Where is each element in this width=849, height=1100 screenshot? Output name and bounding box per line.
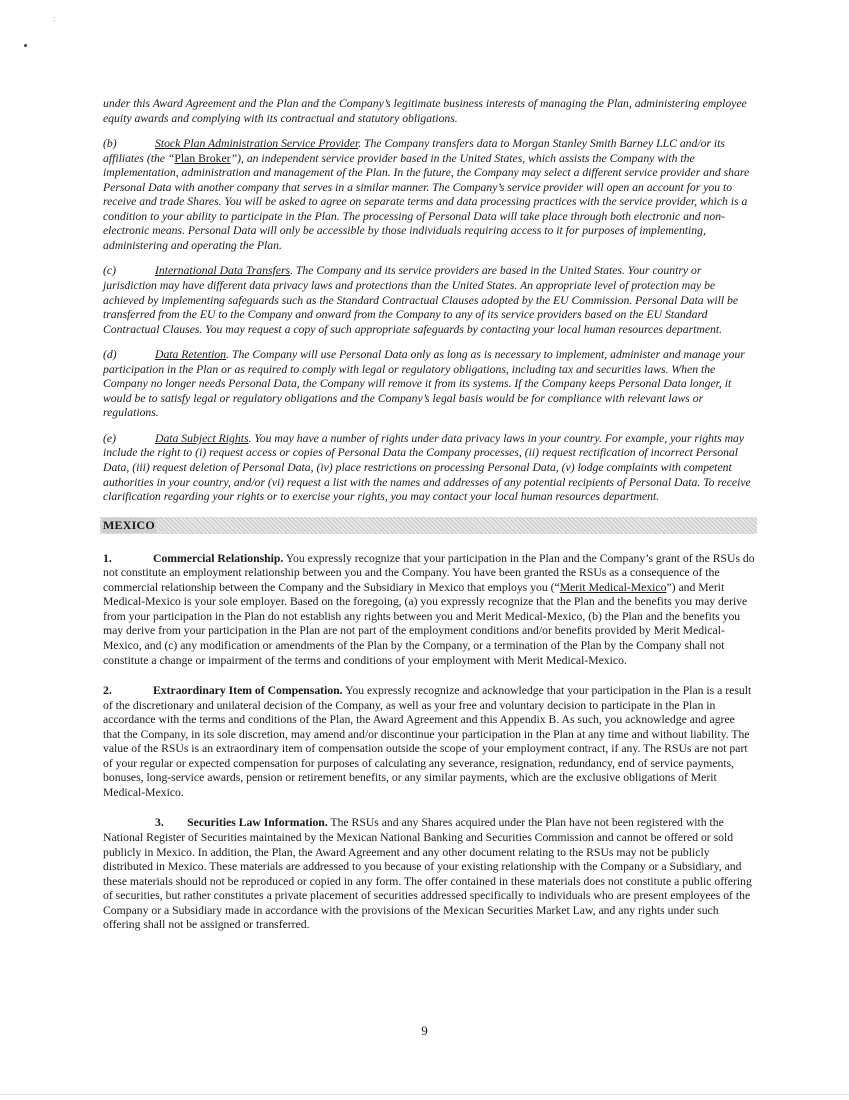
section-d-text: . The Company will use Personal Data only as long as is necessary to implement, administer and manage your participation in the Plan or as required to comply with legal or regulatory obligations, including tax and securities laws. When the Company no longer needs Personal Data, the Company will remove it from its systems. If the Company keeps Personal Data longer, it would be to satisfy legal or regulatory obligations and the Company’s legal basis would be for compliance with relevant laws or regulations.: [103, 348, 745, 420]
section-b-heading: Stock Plan Administration Service Provider: [155, 137, 359, 151]
section-c: [103, 264, 755, 337]
section-b-text-post: ”), an independent service provider based in the United States, which assists the Company with the implementation, administration and management of the Plan. In the future, the Company may select a different service provider and share Personal Data with another company that serves in a similar manner. The Company’s service provider will open an account for you to receive and trade Shares. You will be asked to agree on separate terms and data processing practices with the service provider, which is a condition to your ability to participate in the Plan. The processing of Personal Data will take place through both electronic and non-electronic means. Personal Data will only be accessible by those individuals requiring access to it for purposes of implementing, administering and operating the Plan.: [103, 151, 750, 252]
section-b-text-pre: . The Company transfers data to Morgan Stanley Smith Barney LLC and/or its affiliates (the “: [103, 137, 725, 165]
section-c-label: (c): [103, 264, 116, 278]
country-heading: MEXICO: [103, 517, 155, 532]
section-b-term: Plan Broker: [174, 151, 231, 165]
mexico-item-1: [103, 552, 755, 668]
intro-paragraph: under this Award Agreement and the Plan and the Company’s legitimate business interests of managing the Plan, administering employee equity awards and complying with its contractual and statutory obligations.: [103, 97, 747, 125]
country-banner: [100, 517, 757, 534]
mexico-item-1-text-post: ”) and Merit Medical-Mexico is your sole employer. Based on the foregoing, (a) you expressly recognize that the Plan and the benefits you may derive from your participation in the Plan do not establish any rights between you and Merit Medical-Mexico, (b) the Plan and the benefits you may derive from your participation in the Plan are not part of the employment conditions and/or benefits provided by Merit Medical-Mexico, and (c) any modification or amendments of the Plan by the Company, or a termination of the Plan by the Company shall not constitute a change or impairment of the terms and conditions of your employment with Merit Medical-Mexico.: [103, 580, 748, 667]
section-e-heading: Data Subject Rights: [155, 431, 249, 445]
section-b: [103, 137, 755, 253]
section-c-text: . The Company and its service providers are based in the United States. Your country or jurisdiction may have different data privacy laws and protections than the United States. An appropriate level of protection may be achieved by implementing safeguards such as the Standard Contractual Clauses adopted by the EU Commission. Personal Data will be transferred from the EU to the Company and onward from the Company to any of its service providers based on the EU Standard Contractual Clauses. You may request a copy of such appropriate safeguards by contacting your local human resources department.: [103, 264, 739, 336]
section-e: [103, 432, 755, 505]
mexico-item-2-heading: Extraordinary Item of Compensation.: [153, 684, 343, 698]
scan-mark: :: [53, 14, 56, 23]
footer-rule: [0, 1094, 849, 1095]
scan-dot: [24, 44, 27, 47]
mexico-item-1-text-pre: You expressly recognize that your participation in the Plan and the Company’s grant of the RSUs do not constitute an employment relationship between you and the Company. You have been granted the RSUs as a consequence of the commercial relationship between the Company and the Subsidiary in Mexico that employs you (“: [103, 551, 755, 594]
mexico-item-2: [103, 684, 755, 800]
section-c-heading: International Data Transfers: [155, 264, 291, 278]
section-b-label: (b): [103, 137, 117, 151]
mexico-item-2-number: 2.: [103, 684, 112, 698]
section-d-heading: Data Retention: [155, 348, 227, 362]
mexico-item-2-text: You expressly recognize and acknowledge that your participation in the Plan is a result of the discretionary and unilateral decision of the Company, as well as your free and voluntary decision to participate in the Plan in accordance with the terms and conditions of the Plan, the Award Agreement and this Appendix B. As such, you acknowledge and agree that the Company, in its sole discretion, may amend and/or discontinue your participation in the Plan at any time and without liability. The value of the RSUs is an extraordinary item of compensation outside the scope of your employment contract, if any. The RSUs are not part of your regular or expected compensation for purposes of calculating any severance, resignation, redundancy, end of service payments, bonuses, long-service awards, pension or retirement benefits, or any similar payments, which are the exclusive obligations of Merit Medical-Mexico.: [103, 684, 752, 799]
mexico-item-1-number: 1.: [103, 551, 112, 565]
mexico-item-1-term: Merit Medical-Mexico: [559, 580, 667, 594]
section-e-label: (e): [103, 431, 116, 445]
page-body: [103, 97, 755, 933]
section-d-label: (d): [103, 348, 117, 362]
section-d: [103, 348, 755, 421]
mexico-item-3: [103, 816, 755, 932]
mexico-item-3-number: 3.: [155, 816, 164, 830]
mexico-item-3-heading: Securities Law Information.: [187, 816, 328, 830]
mexico-item-1-heading: Commercial Relationship.: [153, 551, 284, 565]
section-e-text: . You may have a number of rights under data privacy laws in your country. For example, your rights may include the right to (i) request access or copies of Personal Data the Company processes, (ii) request rectification of incorrect Personal Data, (iii) request deletion of Personal Data, (iv) place restrictions on processing Personal Data, (v) lodge complaints with competent authorities in your country, and/or (vi) request a list with the names and addresses of any potential recipients of Personal Data. To receive clarification regarding your rights or to exercise your rights, you may contact your local human resources department.: [103, 431, 751, 504]
page-number: 9: [421, 1023, 428, 1038]
mexico-item-3-text: The RSUs and any Shares acquired under the Plan have not been registered with the National Register of Securities maintained by the Mexican National Banking and Securities Commission and cannot be offered or sold publicly in Mexico. In addition, the Plan, the Award Agreement and any other document relating to the RSUs may not be publicly distributed in Mexico. These materials are addressed to you because of your existing relationship with the Company or a Subsidiary, and these materials should not be reproduced or copied in any form. The offer contained in these materials does not constitute a public offering of securities, but rather constitutes a private placement of securities addressed specifically to individuals who are present employees of the Company or a Subsidiary made in accordance with the provisions of the Mexican Securities Market Law, and any rights under such offering shall not be assigned or transferred.: [103, 816, 752, 932]
